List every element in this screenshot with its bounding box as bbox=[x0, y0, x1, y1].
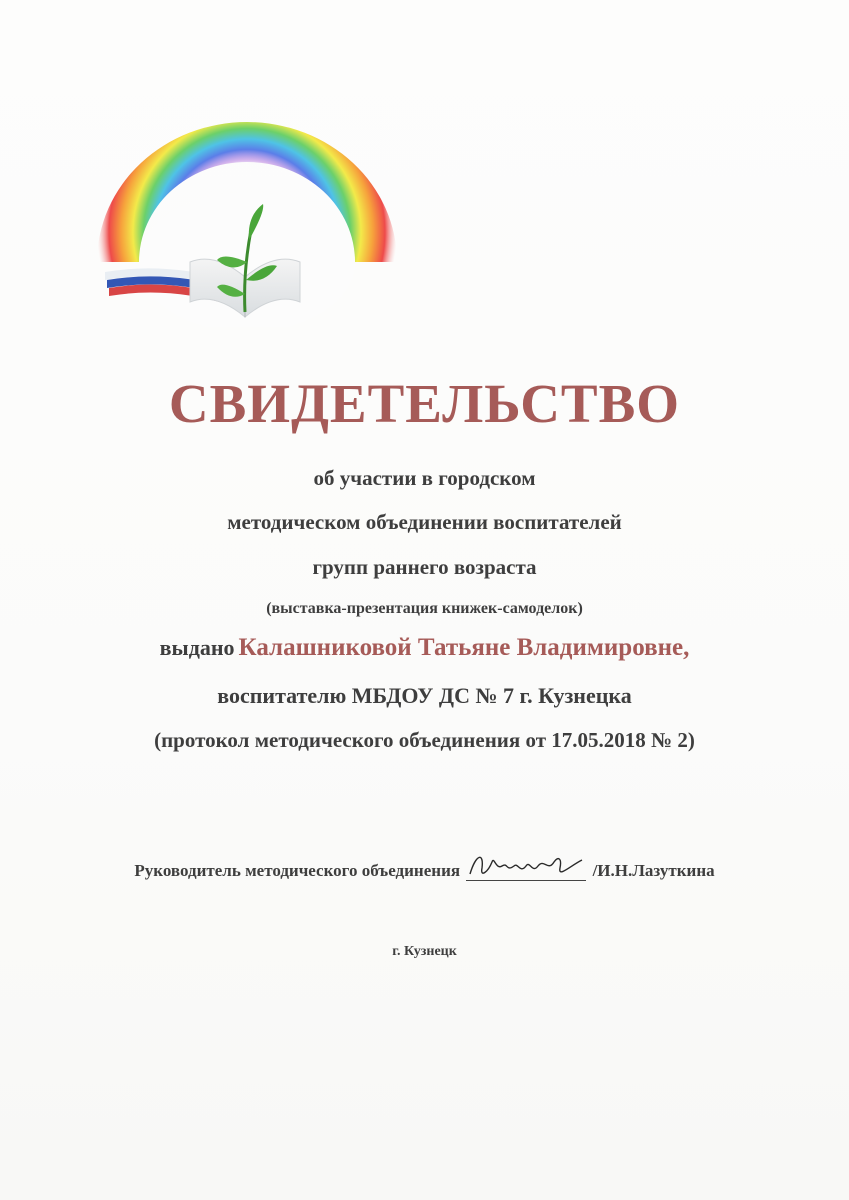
participation-line: об участии в городском bbox=[313, 466, 536, 490]
issued-to-line bbox=[0, 634, 849, 662]
signer-name: /И.Н.Лазуткина bbox=[592, 861, 715, 880]
city-label: г. Кузнецк bbox=[392, 944, 457, 959]
signature-line bbox=[466, 858, 586, 881]
issued-prefix: выдано bbox=[159, 635, 235, 660]
age-group-line: групп раннего возраста bbox=[312, 555, 537, 579]
rainbow-book-sprout-logo bbox=[95, 112, 400, 327]
certificate-title: СВИДЕТЕЛЬСТВО bbox=[168, 373, 681, 434]
association-line: методическом объединении воспитателей bbox=[227, 510, 622, 534]
handwritten-signature bbox=[466, 848, 586, 882]
signature-row bbox=[0, 858, 849, 881]
recipient-position: воспитателю МБДОУ ДС № 7 г. Кузнецка bbox=[217, 683, 632, 708]
recipient-name: Калашниковой Татьяне Владимировне, bbox=[238, 634, 690, 661]
event-note: (выставка-презентация книжек-самоделок) bbox=[266, 600, 583, 617]
protocol-reference: (протокол методического объединения от 17.05.2018 № 2) bbox=[154, 728, 695, 752]
signer-role: Руководитель методического объединения bbox=[134, 861, 461, 880]
